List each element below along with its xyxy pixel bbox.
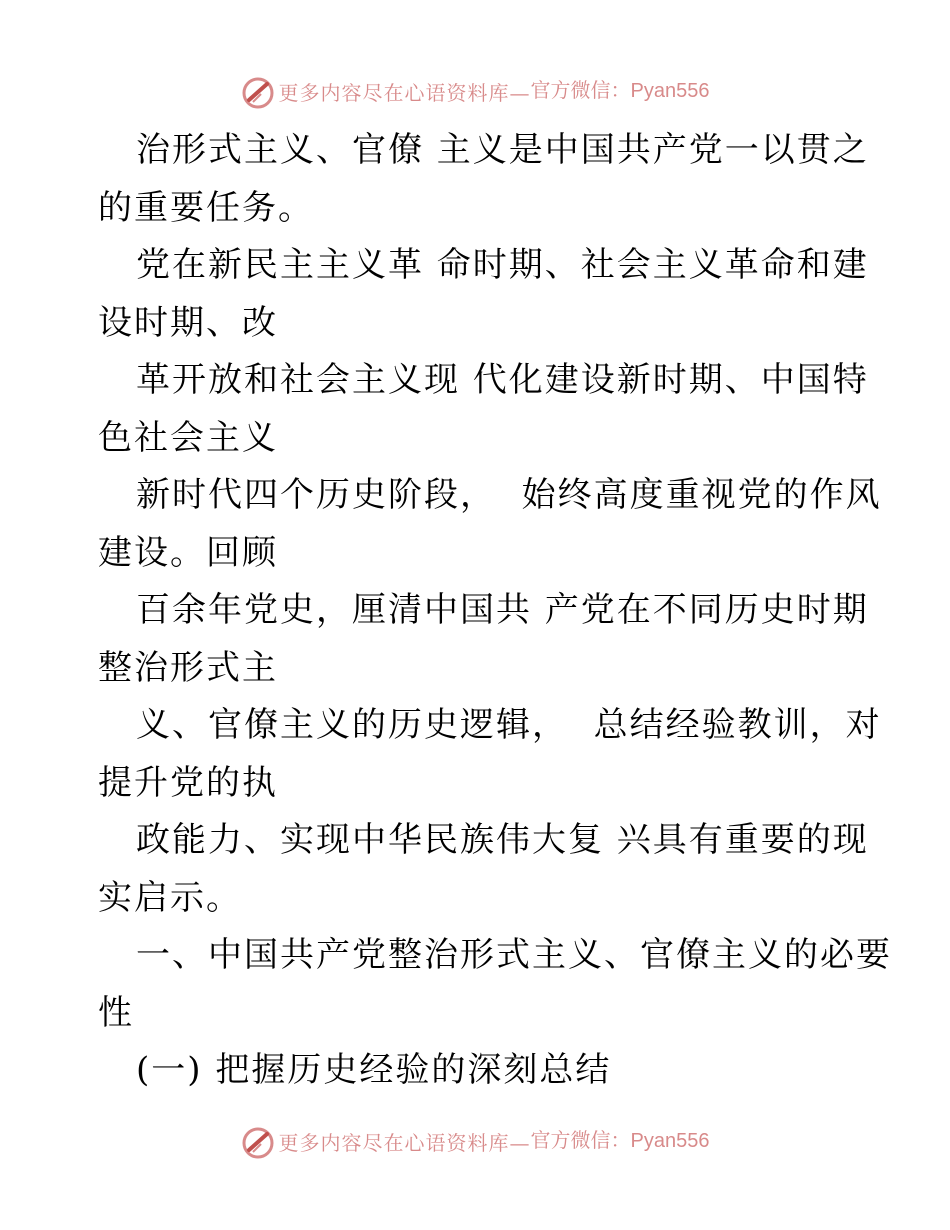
- text-line: 色社会主义: [98, 417, 278, 458]
- text-line: 建设。回顾: [98, 532, 278, 573]
- text-line: 提升党的执: [98, 762, 278, 803]
- watermark-separator: —: [509, 1130, 531, 1155]
- text-line: 实启示。: [98, 877, 242, 918]
- text-line: 设时期、改: [98, 302, 278, 343]
- logo-icon: [241, 1126, 275, 1160]
- footer-watermark: [0, 1120, 950, 1160]
- document-body: [98, 122, 892, 1100]
- watermark-label: 官方微信：: [530, 78, 631, 102]
- section-heading: 一、中国共产党整治形式主义、官僚主义的必要: [136, 935, 892, 975]
- watermark-id: Pyan556: [630, 1130, 710, 1152]
- text-line: 义、官僚主义的历史逻辑， 总结经验教训，对: [136, 705, 882, 745]
- header-watermark: [0, 70, 950, 110]
- watermark-text: 更多内容尽在心语资料库: [278, 80, 510, 105]
- text-line: 的重要任务。: [98, 187, 314, 228]
- watermark-label: 官方微信：: [530, 1128, 631, 1152]
- watermark-id: Pyan556: [630, 80, 710, 102]
- subsection-heading: (一) 把握历史经验的深刻总结: [136, 1050, 612, 1090]
- text-line: 政能力、实现中华民族伟大复 兴具有重要的现: [136, 820, 869, 860]
- text-line: 党在新民主主义革 命时期、社会主义革命和建: [136, 245, 869, 285]
- text-line: 新时代四个历史阶段， 始终高度重视党的作风: [136, 475, 882, 515]
- text-line: 治形式主义、官僚 主义是中国共产党一以贯之: [136, 130, 869, 170]
- text-line: 百余年党史，厘清中国共 产党在不同历史时期: [136, 590, 869, 630]
- watermark-separator: —: [509, 80, 531, 105]
- section-heading-continued: 性: [98, 992, 134, 1033]
- watermark-text: 更多内容尽在心语资料库: [278, 1130, 510, 1155]
- logo-icon: [241, 76, 275, 110]
- text-line: 整治形式主: [98, 647, 278, 688]
- text-line: 革开放和社会主义现 代化建设新时期、中国特: [136, 360, 869, 400]
